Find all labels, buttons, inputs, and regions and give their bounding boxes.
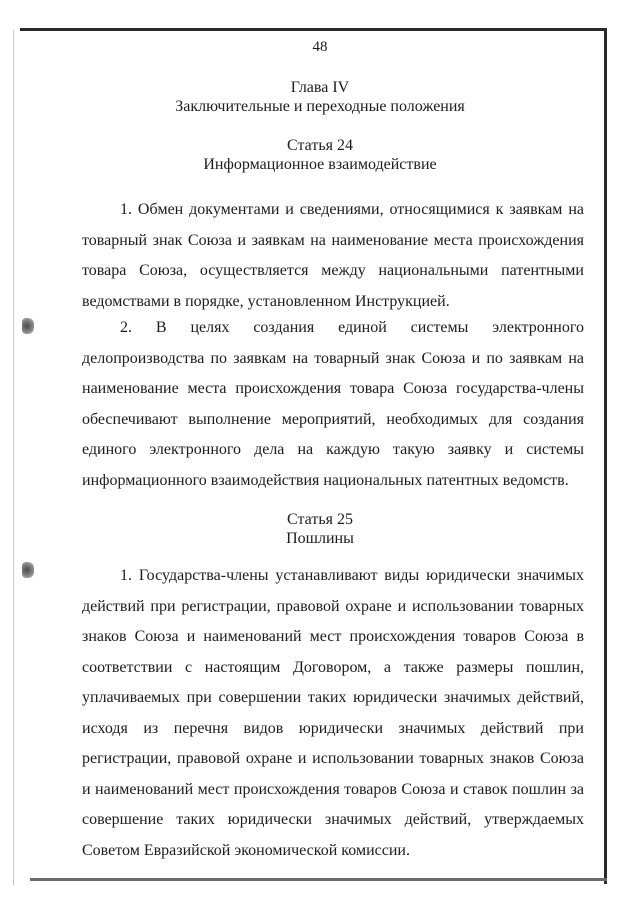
page-number: 48 <box>312 39 328 55</box>
article-24-paragraph-2 <box>82 313 584 496</box>
punch-hole-lower <box>22 562 34 578</box>
punch-hole-upper <box>22 318 34 334</box>
article-24-label: Статья 24 <box>287 137 353 154</box>
article-25-paragraph-1-text: 1. Государства-члены устанавливают виды юридически значимых действий при регистрации, правовой охране и использовании товарных знаков Союза и наименований мест происхождения товаров Союза в соответствии с настоящим Договором, а также размеры пошлин, уплачиваемых при совершении таких юридически значимых действий, исходя из перечня видов юридически значимых действий при регистрации, правовой охране и использовании товарных знаков Союза и наименований мест происхождения товаров Союза и ставок пошлин за совершение таких юридически значимых действий, утверждаемых Советом Евразийской экономической комиссии. <box>82 567 584 859</box>
scan-frame-bottom <box>30 878 607 881</box>
article-25-paragraph-1 <box>82 561 584 866</box>
scan-frame-top <box>20 28 606 31</box>
article-24-paragraph-1-text: 1. Обмен документами и сведениями, относящимися к заявкам на товарный знак Союза и заявкам на наименование места происхождения товара Союза, осуществляется между национальными патентными ведомствами в порядке, установленном Инструкцией. <box>82 201 584 310</box>
article-24-title: Информационное взаимодействие <box>203 156 437 173</box>
article-24-paragraph-1 <box>82 195 584 317</box>
article-24-paragraph-2-text: 2. В целях создания единой системы электронного делопроизводства по заявкам на товарный знак Союза и по заявкам на наименование места происхождения товара Союза государства-члены обеспечивают выполнение мероприятий, необходимых для создания единого электронного дела на каждую такую заявку и системы информационного взаимодействия национальных патентных ведомств. <box>82 319 584 489</box>
article-25-label: Статья 25 <box>287 511 353 528</box>
chapter-title: Заключительные и переходные положения <box>175 98 465 115</box>
chapter-label: Глава IV <box>290 79 350 96</box>
article-25-title: Пошлины <box>286 530 354 547</box>
